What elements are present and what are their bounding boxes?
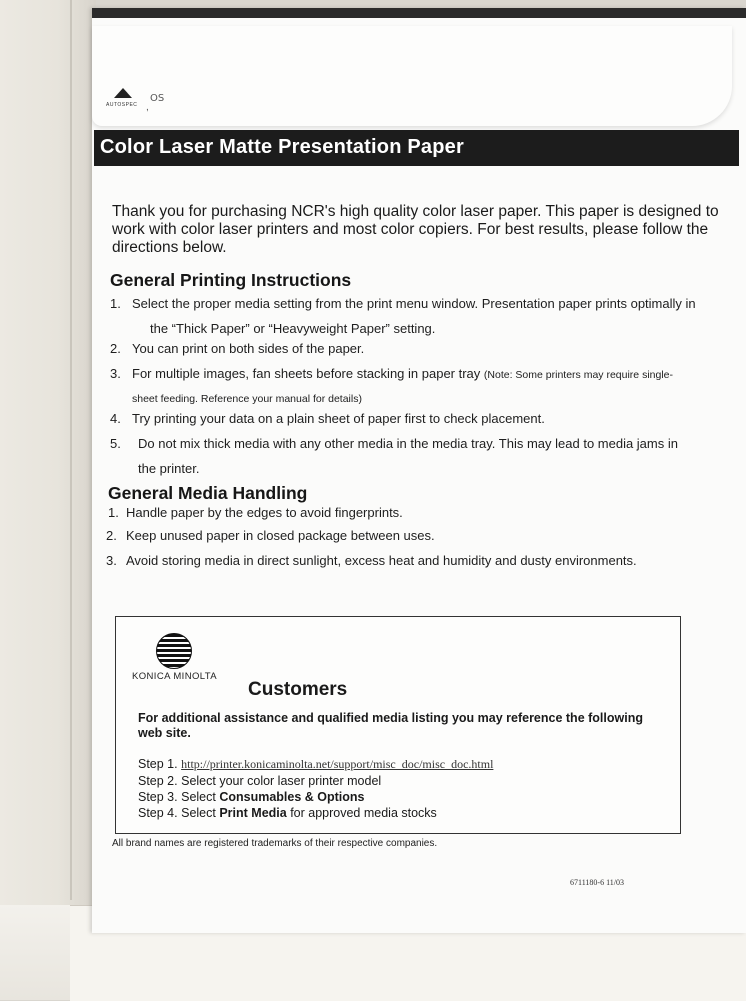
document-page [92, 8, 746, 933]
step-1 [138, 757, 493, 772]
step-text: Select [181, 790, 216, 804]
list-text: Select the proper media setting from the print menu window. Presentation paper prints optimally in [132, 296, 696, 311]
list-note: (Note: Some printers may require single- [483, 369, 673, 381]
step-text: Select your color laser printer model [181, 774, 382, 788]
folder-crease [70, 0, 72, 900]
list-number: 4. [110, 411, 121, 426]
support-link[interactable]: http://printer.konicaminolta.net/support/misc_doc/misc_doc.html [181, 757, 494, 771]
customers-box [115, 616, 681, 834]
list-number: 3. [106, 553, 117, 568]
step-label: Step 1. [138, 757, 178, 771]
printing-heading: General Printing Instructions [110, 270, 352, 290]
list-text: Try printing your data on a plain sheet of paper first to check placement. [132, 411, 545, 426]
step-bold: Print Media [219, 806, 287, 820]
list-text: Avoid storing media in direct sunlight, excess heat and humidity and dusty environments. [126, 553, 637, 568]
list-number: 1. [110, 296, 121, 311]
list-text: Do not mix thick media with any other media in the media tray. This may lead to media jams in [138, 436, 678, 451]
list-text-cont: the printer. [138, 461, 200, 476]
handling-heading: General Media Handling [108, 483, 308, 503]
document-code: 6711180-6 11/03 [570, 878, 624, 887]
list-text: For multiple images, fan sheets before stacking in paper tray [132, 366, 481, 381]
konica-minolta-globe-icon [156, 633, 192, 669]
list-text: Keep unused paper in closed package between uses. [126, 528, 435, 543]
intro-paragraph: Thank you for purchasing NCR's high quality color laser paper. This paper is designed to work with color laser printers and most color copiers. For best results, please follow the directions below. [112, 203, 719, 256]
customers-title: Customers [248, 679, 348, 700]
folder-left-panel [0, 0, 96, 1000]
brand-logo-text: AUTOSPEC [106, 102, 138, 108]
step-4 [138, 806, 437, 820]
folder-tab [92, 26, 732, 126]
logo-mark: , [146, 102, 149, 113]
list-number: 1. [108, 505, 119, 520]
step-text-post: for approved media stocks [290, 806, 437, 820]
page-title: Color Laser Matte Presentation Paper [100, 136, 464, 158]
list-text-line [132, 366, 673, 383]
step-bold: Consumables & Options [219, 790, 365, 804]
list-number: 3. [110, 366, 121, 381]
trademark-note: All brand names are registered trademarks of their respective companies. [112, 838, 438, 849]
list-number: 2. [106, 528, 117, 543]
customers-intro: For additional assistance and qualified media listing you may reference the following web site. [138, 711, 643, 740]
step-label: Step 3. [138, 790, 178, 804]
list-number: 2. [110, 341, 121, 356]
brand-logo-os: OS [150, 93, 165, 104]
list-text-cont: the “Thick Paper” or “Heavyweight Paper” setting. [150, 321, 436, 336]
list-number: 5. [110, 436, 121, 451]
list-text-cont: sheet feeding. Reference your manual for details) [132, 393, 362, 405]
step-label: Step 2. [138, 774, 178, 788]
step-2 [138, 774, 381, 788]
page-top-edge [92, 8, 746, 18]
brand-logo-icon [114, 88, 132, 98]
brand-name: KONICA MINOLTA [132, 671, 217, 682]
title-bar [94, 130, 739, 166]
list-text: You can print on both sides of the paper. [132, 341, 365, 356]
step-label: Step 4. [138, 806, 178, 820]
list-text: Handle paper by the edges to avoid fingerprints. [126, 505, 403, 520]
step-3 [138, 790, 365, 804]
step-text: Select [181, 806, 216, 820]
